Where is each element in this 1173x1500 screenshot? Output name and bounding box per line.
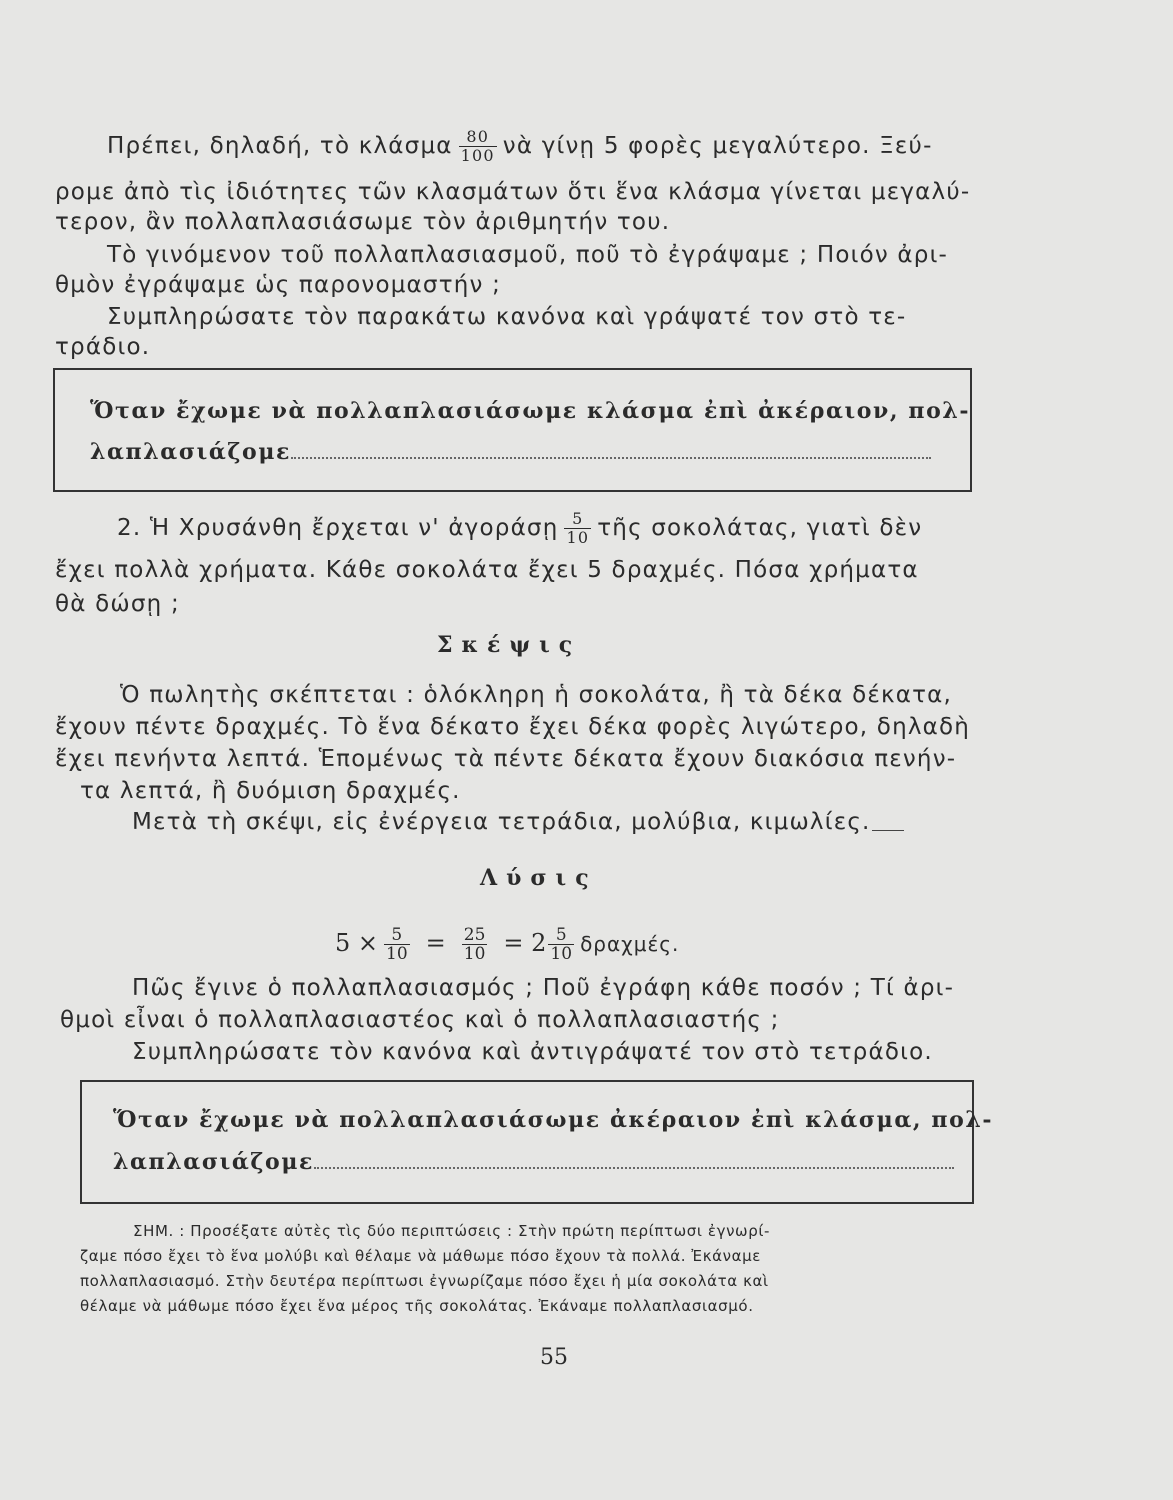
equation-term: = 2 xyxy=(503,929,547,957)
thought-line-2: ἔχουν πέντε δραχμές. Τὸ ἕνα δέκατο ἔχει δέκα φορὲς λιγώτερο, δηλαδὴ xyxy=(55,714,971,740)
equation-unit: δραχμές. xyxy=(580,932,680,956)
fraction-numerator: 80 xyxy=(466,127,490,146)
heading-thought: Σκέψις xyxy=(437,632,582,658)
solution-equation xyxy=(335,926,679,963)
fill-in-dotted-line xyxy=(314,1161,954,1169)
problem-2-line-1 xyxy=(117,510,922,547)
paragraph-1-line-7: τράδιο. xyxy=(55,334,151,360)
questions-line-1: Πῶς ἔγινε ὁ πολλαπλασιασμός ; Ποῦ ἐγράφη κάθε ποσόν ; Τί ἀρι- xyxy=(132,975,955,1001)
pencil-mark xyxy=(872,830,904,831)
problem-2-line-2: ἔχει πολλὰ χρήματα. Κάθε σοκολάτα ἔχει 5 δραχμές. Πόσα χρήματα xyxy=(55,557,919,583)
rule-2-line-2 xyxy=(113,1147,954,1177)
rule-1-line-1: Ὅταν ἔχωμε νὰ πολλαπλασιάσωμε κλάσμα ἐπὶ ἀκέραιον, πολ- xyxy=(90,398,971,424)
note-line-3: πολλαπλασιασμό. Στὴν δευτέρα περίπτωσι ἐγνωρίζαμε πόσο ἔχει ἡ μία σοκολάτα καὶ xyxy=(80,1272,769,1290)
questions-line-2: θμοὶ εἶναι ὁ πολλαπλασιαστέος καὶ ὁ πολλαπλασιαστής ; xyxy=(60,1007,780,1033)
thought-line-4: τα λεπτά, ἢ δυόμιση δραχμές. xyxy=(80,778,461,804)
page-number: 55 xyxy=(540,1345,568,1370)
fraction-numerator: 5 xyxy=(572,509,584,528)
note-line-1: ΣΗΜ. : Προσέξατε αὐτὲς τὶς δύο περιπτώσεις : Στὴν πρώτη περίπτωσι ἐγνωρί- xyxy=(133,1222,771,1240)
paragraph-1-line-1 xyxy=(107,128,933,165)
text-segment: νὰ γίνῃ 5 φορὲς μεγαλύτερο. Ξεύ- xyxy=(502,133,933,159)
text-segment: 2. Ἡ Χρυσάνθη ἔρχεται ν' ἀγοράσῃ xyxy=(117,515,559,541)
fraction-numerator: 5 xyxy=(391,925,403,945)
equals-sign: = xyxy=(425,929,446,957)
text-segment: τῆς σοκολάτας, γιατὶ δὲν xyxy=(597,515,923,541)
thought-line-3: ἔχει πενήντα λεπτά. Ἑπομένως τὰ πέντε δέκατα ἔχουν διακόσια πενήν- xyxy=(55,746,957,772)
rule-1-line-2 xyxy=(90,437,931,467)
paragraph-1-line-3: τερον, ἂν πολλαπλασιάσωμε τὸν ἀριθμητήν του. xyxy=(55,209,671,235)
note-line-2: ζαμε πόσο ἔχει τὸ ἕνα μολύβι καὶ θέλαμε νὰ μάθωμε πόσο ἔχουν τὰ πολλά. Ἐκάναμε xyxy=(80,1247,761,1265)
rule-box-1 xyxy=(53,368,972,492)
rule-2-lead: λαπλασιάζομε xyxy=(113,1149,314,1175)
text-segment: Πρέπει, δηλαδή, τὸ κλάσμα xyxy=(107,133,453,159)
paragraph-1-line-4: Τὸ γινόμενον τοῦ πολλαπλασιασμοῦ, ποῦ τὸ ἐγράψαμε ; Ποιόν ἀρι- xyxy=(107,242,949,268)
rule-box-2 xyxy=(80,1080,974,1204)
fraction-denominator: 10 xyxy=(550,944,573,964)
problem-2-line-3: θὰ δώσῃ ; xyxy=(55,591,180,617)
fraction-5-10 xyxy=(564,510,591,547)
fraction-5-10 xyxy=(384,926,410,963)
thought-line-5: Μετὰ τὴ σκέψι, εἰς ἐνέργεια τετράδια, μολύβια, κιμωλίες. xyxy=(132,809,871,835)
paragraph-1-line-5: θμὸν ἐγράψαμε ὡς παρονομαστήν ; xyxy=(55,272,502,298)
fraction-numerator: 5 xyxy=(555,925,567,945)
fraction-denominator: 10 xyxy=(566,528,590,547)
fraction-denominator: 10 xyxy=(463,944,486,964)
fraction-25-10 xyxy=(462,926,488,963)
fraction-numerator: 25 xyxy=(463,925,486,945)
fraction-denominator: 100 xyxy=(460,146,495,165)
equation-term: 5 × xyxy=(335,929,379,957)
thought-line-1: Ὁ πωλητὴς σκέπτεται : ὁλόκληρη ἡ σοκολάτα, ἢ τὰ δέκα δέκατα, xyxy=(120,682,953,708)
questions-line-3: Συμπληρώσατε τὸν κανόνα καὶ ἀντιγράψατέ τον στὸ τετράδιο. xyxy=(132,1039,933,1065)
note-line-4: θέλαμε νὰ μάθωμε πόσο ἔχει ἕνα μέρος τῆς σοκολάτας. Ἐκάναμε πολλαπλασιασμό. xyxy=(80,1297,754,1315)
fill-in-dotted-line xyxy=(291,451,931,459)
fraction-80-100 xyxy=(459,128,497,165)
heading-solution: Λύσις xyxy=(480,865,598,891)
paragraph-1-line-2: ρομε ἀπὸ τὶς ἰδιότητες τῶν κλασμάτων ὅτι ἕνα κλάσμα γίνεται μεγαλύ- xyxy=(55,179,971,205)
fraction-5-10 xyxy=(548,926,574,963)
fraction-denominator: 10 xyxy=(386,944,408,964)
rule-1-lead: λαπλασιάζομε xyxy=(90,439,291,465)
rule-2-line-1: Ὅταν ἔχωμε νὰ πολλαπλασιάσωμε ἀκέραιον ἐπὶ κλάσμα, πολ- xyxy=(113,1107,994,1133)
paragraph-1-line-6: Συμπληρώσατε τὸν παρακάτω κανόνα καὶ γράψατέ τον στὸ τε- xyxy=(107,304,907,330)
